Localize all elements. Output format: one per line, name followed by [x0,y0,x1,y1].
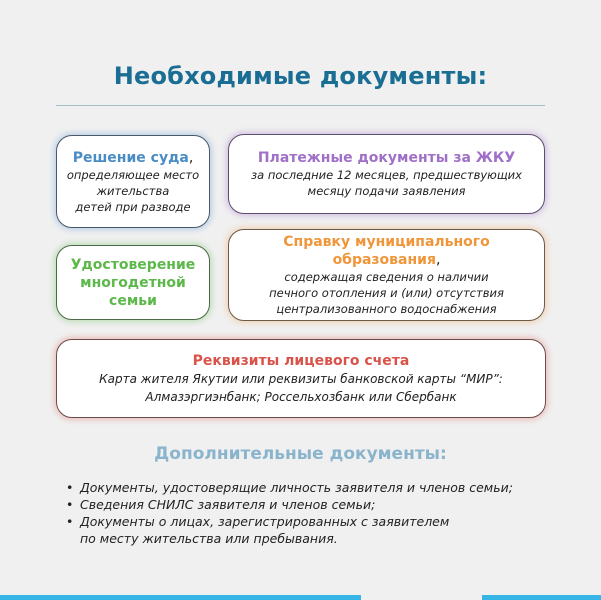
card-body-line: Карта жителя Якутии или реквизиты банковской карты “МИР”: [99,371,503,386]
card-body [269,269,504,317]
card-body-line: определяющее место [66,167,200,182]
card-body-line: печного отопления и (или) отсутствия [269,286,504,300]
card-heading [73,149,194,167]
card-court-decision [56,135,210,228]
bullet-icon: • [66,497,74,512]
card-municipal-certificate [228,229,545,321]
card-utility-payments [228,134,545,214]
bottom-bar-left [0,595,361,600]
card-body-line: детей при разводе [75,199,191,214]
card-heading: Платежные документы за ЖКУ [257,150,516,166]
card-body-line: содержащая сведения о наличии [284,270,489,284]
card-body [251,167,522,199]
bullet-icon: • [66,480,74,495]
list-item [66,496,546,513]
card-body [99,370,503,406]
card-body-line: Алмазэргиэнбанк; Россельхозбанк или Сбербанк [145,389,457,404]
list-item-text: Документы, удостоверящие личность заявителя и членов семьи; [80,480,513,495]
card-body-line: централизованного водоснабжения [276,302,497,316]
card-large-family-certificate [56,245,210,320]
card-heading [71,256,196,310]
card-heading-text: Решение суда [72,149,189,166]
list-item-text: Документы о лицах, зарегистрированных с заявителем [80,514,450,529]
list-item-text: по месту жительства или пребывания. [80,531,338,546]
card-heading [237,233,536,269]
card-heading: Реквизиты лицевого счета [192,352,410,369]
title-divider [56,105,545,106]
card-heading-comma: , [435,252,441,268]
card-body-line: жительства [96,183,170,198]
card-heading-text: Справку муниципального образования [283,234,490,268]
card-body [67,167,199,215]
additional-documents-title: Дополнительные документы: [154,444,447,464]
list-item-text: Сведения СНИЛС заявителя и членов семьи; [80,497,376,512]
list-item [66,513,546,547]
card-body-line: за последние 12 месяцев, предшествующих [251,168,522,182]
bottom-bar-right [482,595,601,600]
card-heading-line: семьи [109,292,157,309]
card-body-line: месяцу подачи заявления [307,184,466,198]
list-item [66,479,546,496]
additional-documents-list [66,479,546,547]
bullet-icon: • [66,514,74,529]
card-account-details [56,339,546,418]
card-heading-line: многодетной [80,274,186,291]
page-title: Необходимые документы: [113,62,488,90]
card-heading-line: Удостоверение [70,256,196,273]
card-heading-comma: , [188,149,194,166]
